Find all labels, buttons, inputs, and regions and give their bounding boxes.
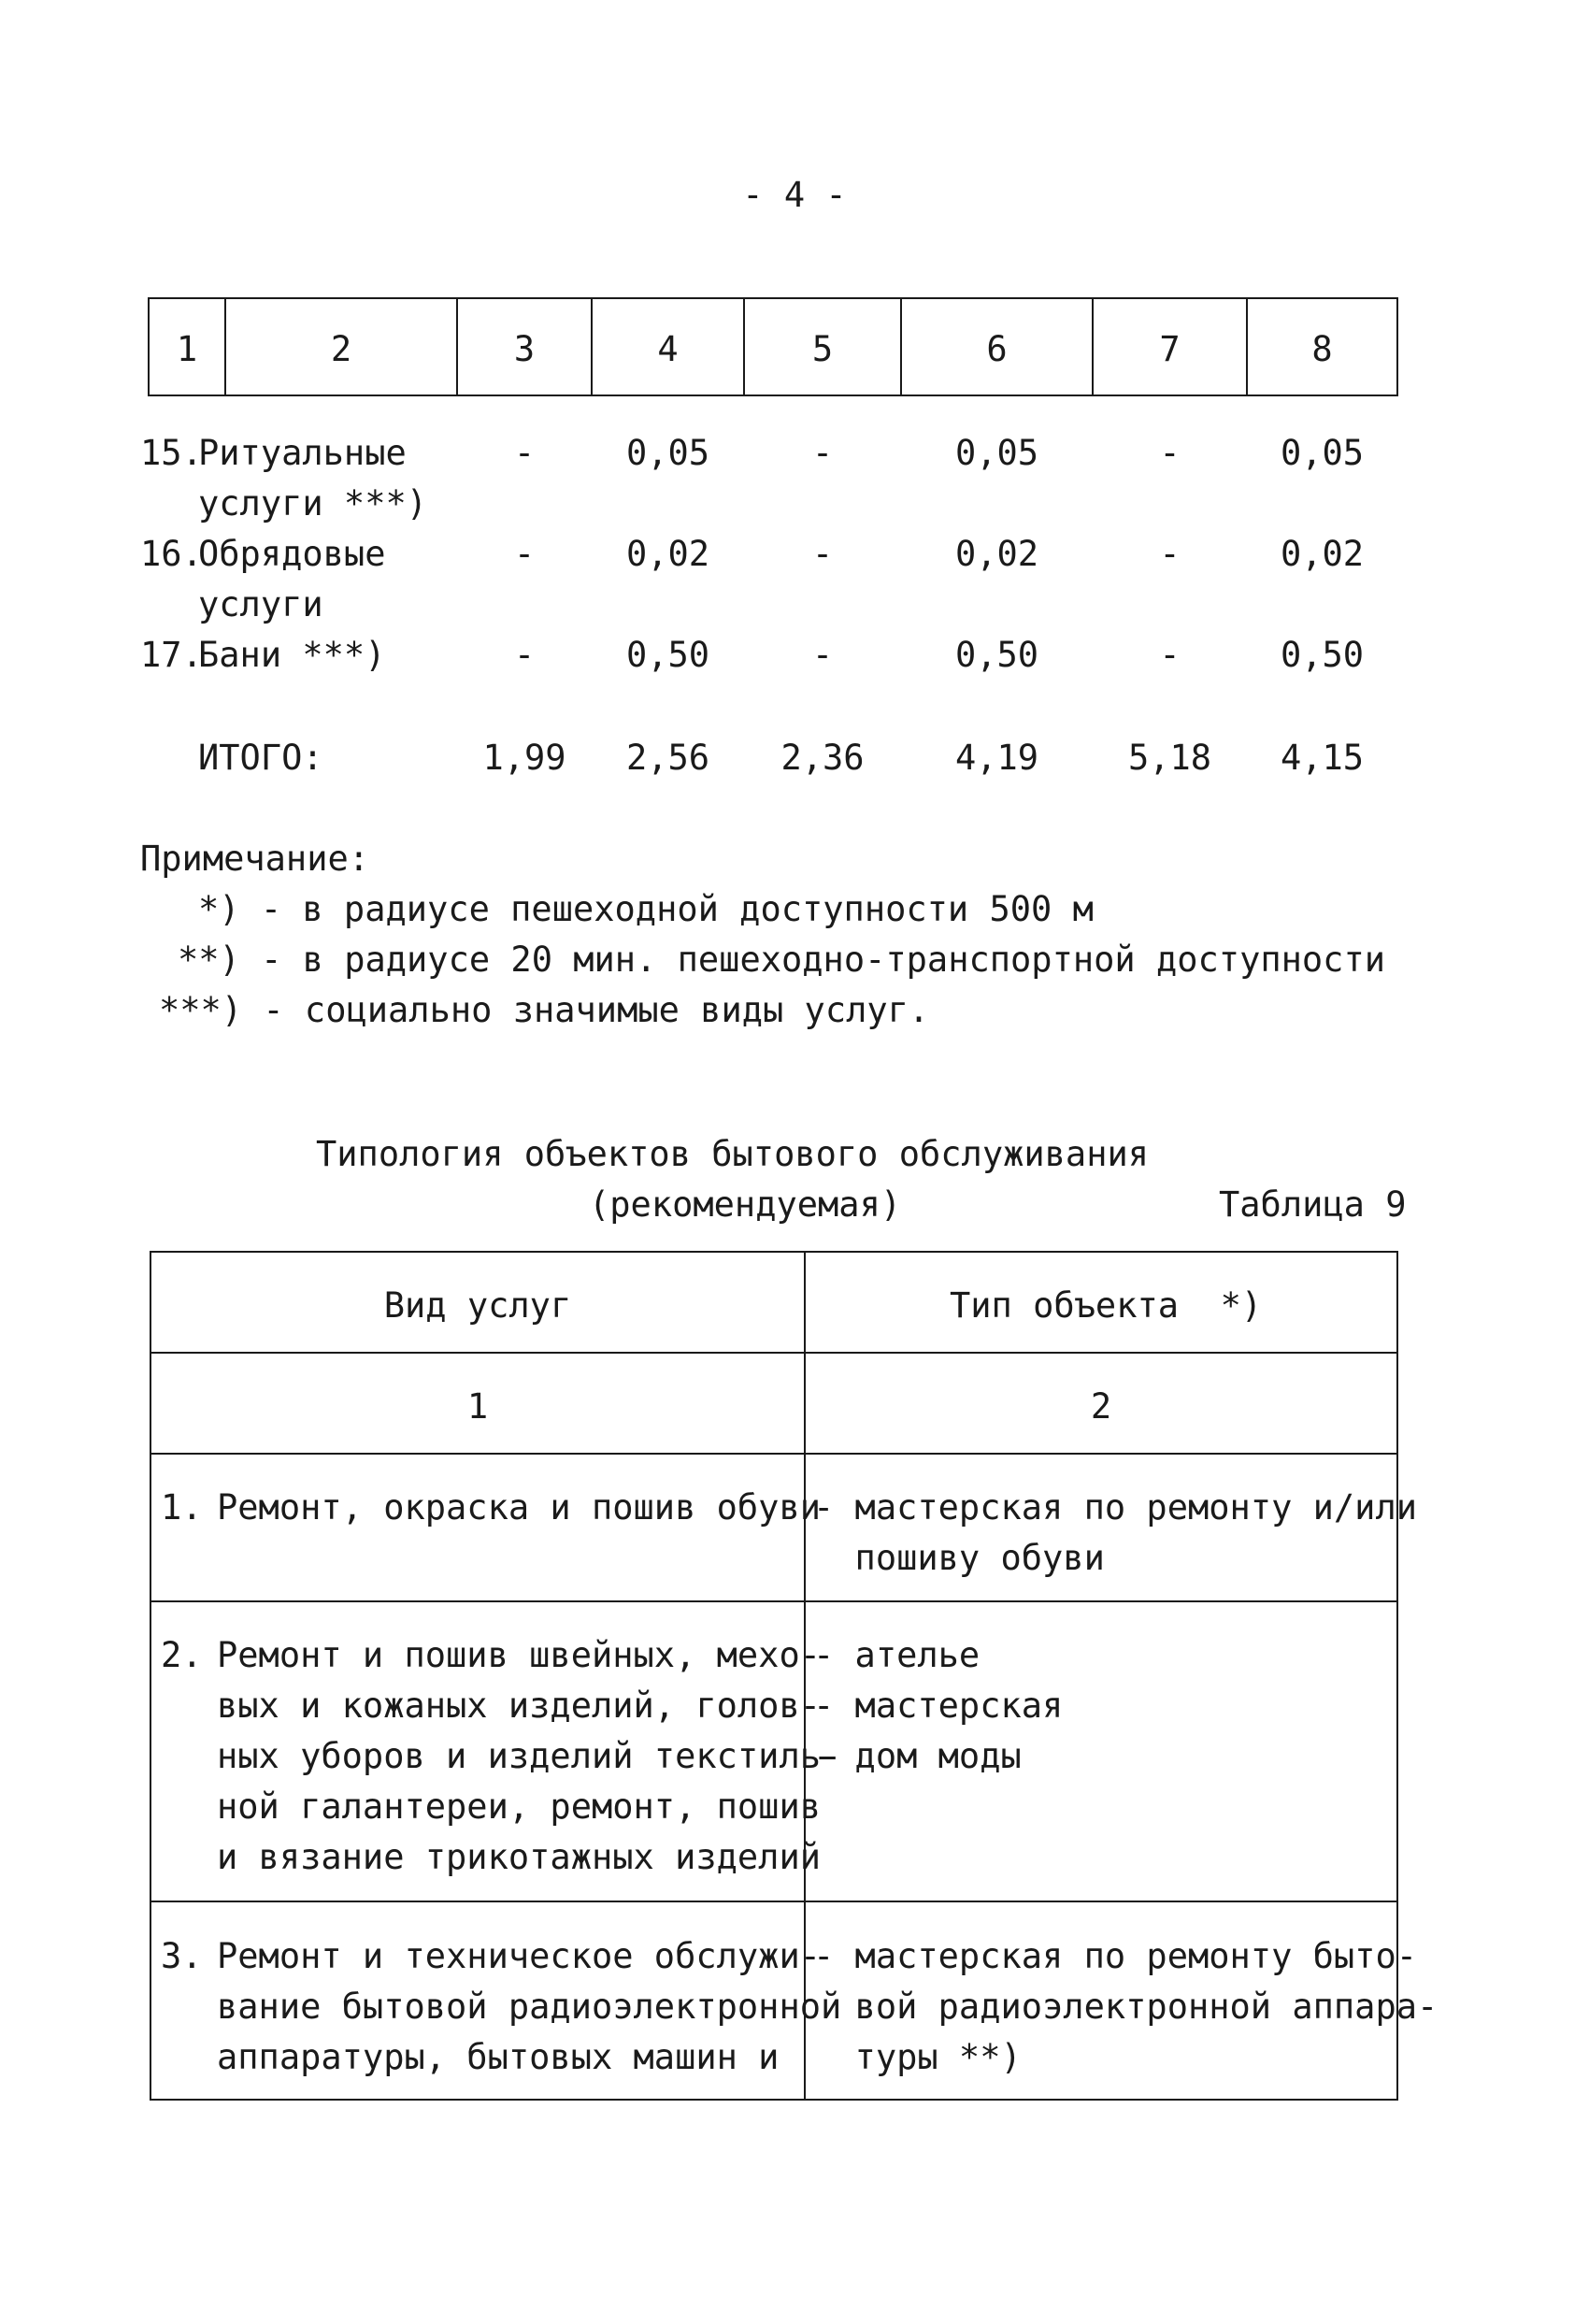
table-9-col-number: 2: [1090, 1386, 1112, 1427]
total-label: ИТОГО:: [198, 738, 323, 778]
row-number: 16.: [140, 534, 203, 574]
object-line: - мастерская: [813, 1686, 1064, 1726]
service-name-line: услуги ***): [198, 483, 428, 524]
object-line: - мастерская по ремонту быто-: [813, 1936, 1418, 1976]
value-cell: 0,50: [954, 635, 1039, 675]
value-cell: -: [513, 635, 536, 675]
row-number: 17.: [140, 635, 203, 675]
service-line: Ремонт и пошив швейных, мехо-: [217, 1635, 822, 1675]
row-number: 1.: [161, 1487, 203, 1528]
value-cell: -: [1159, 433, 1181, 473]
service-name-line: Обрядовые: [198, 534, 386, 574]
row-number: 2.: [161, 1635, 203, 1675]
note-title: Примечание:: [140, 839, 370, 879]
service-line: и вязание трикотажных изделий: [217, 1837, 822, 1877]
value-cell: 0,02: [1280, 534, 1365, 574]
table-8-header-cell: 1: [176, 329, 198, 369]
service-line: Ремонт и техническое обслужи-: [217, 1936, 822, 1976]
service-line: ных уборов и изделий текстиль-: [217, 1736, 842, 1776]
total-value: 2,56: [625, 738, 710, 778]
table-8-header-cell: 2: [330, 329, 352, 369]
table-8-header-cell: 3: [513, 329, 536, 369]
table-9-left-border: [150, 1251, 151, 2101]
table-8-col-divider: [1396, 297, 1398, 396]
table-8-header-top-border: [148, 297, 1396, 299]
service-name-line: Ритуальные: [198, 433, 407, 473]
table-9-title: Типология объектов бытового обслуживания: [316, 1134, 1150, 1174]
table-9-subtitle: (рекомендуемая): [589, 1184, 902, 1225]
row-number: 15.: [140, 433, 203, 473]
total-value: 2,36: [780, 738, 865, 778]
table-9-row-divider: [150, 1352, 1398, 1354]
object-line: - ателье: [813, 1635, 981, 1675]
service-line: аппаратуры, бытовых машин и: [217, 2037, 780, 2077]
table-8-header-cell: 7: [1159, 329, 1181, 369]
note-line: **) - в радиусе 20 мин. пешеходно-транспортной доступности: [178, 940, 1386, 980]
value-cell: 0,02: [625, 534, 710, 574]
note-line: *) - в радиусе пешеходной доступности 500 м: [198, 889, 1094, 929]
service-line: вание бытовой радиоэлектронной: [217, 1987, 842, 2027]
value-cell: 0,50: [1280, 635, 1365, 675]
note-line: ***) - социально значимые виды услуг.: [159, 990, 930, 1030]
object-line: - мастерская по ремонту и/или: [813, 1487, 1418, 1528]
object-line: туры **): [813, 2037, 1022, 2077]
table-9-label: Таблица 9: [1219, 1184, 1407, 1225]
value-cell: -: [811, 635, 834, 675]
value-cell: 0,05: [625, 433, 710, 473]
row-number: 3.: [161, 1936, 203, 1976]
service-line: Ремонт, окраска и пошив обуви: [217, 1487, 822, 1528]
object-line: вой радиоэлектронной аппара-: [813, 1987, 1439, 2027]
service-name-line: услуги: [198, 584, 323, 624]
table-8-header-cell: 5: [811, 329, 834, 369]
table-8-header-cell: 8: [1311, 329, 1333, 369]
total-value: 4,15: [1280, 738, 1365, 778]
table-9-col-header: Вид услуг: [383, 1285, 572, 1326]
value-cell: -: [1159, 534, 1181, 574]
value-cell: 0,50: [625, 635, 710, 675]
value-cell: 0,02: [954, 534, 1039, 574]
service-line: ной галантереи, ремонт, пошив: [217, 1786, 822, 1827]
page-number: - 4 -: [742, 175, 847, 215]
value-cell: -: [513, 534, 536, 574]
table-9-col-number: 1: [466, 1386, 489, 1427]
table-9-row-divider: [150, 1453, 1398, 1455]
table-8-header-cell: 6: [986, 329, 1008, 369]
service-name-line: Бани ***): [198, 635, 386, 675]
table-9-top-border: [150, 1251, 1398, 1253]
value-cell: -: [513, 433, 536, 473]
value-cell: -: [811, 534, 834, 574]
value-cell: -: [811, 433, 834, 473]
table-9-row-divider: [150, 1600, 1398, 1602]
value-cell: 0,05: [1280, 433, 1365, 473]
total-value: 4,19: [954, 738, 1039, 778]
total-value: 5,18: [1127, 738, 1212, 778]
table-9-row-divider: [150, 1901, 1398, 1902]
value-cell: 0,05: [954, 433, 1039, 473]
object-line: пошиву обуви: [813, 1538, 1105, 1578]
service-line: вых и кожаных изделий, голов-: [217, 1686, 822, 1726]
table-8-header-bottom-border: [148, 395, 1396, 396]
object-line: - дом моды: [813, 1736, 1022, 1776]
table-9-col-header: Тип объекта *): [950, 1285, 1263, 1326]
table-9-bottom-border: [150, 2099, 1398, 2101]
total-value: 1,99: [482, 738, 566, 778]
table-8-header-cell: 4: [657, 329, 679, 369]
value-cell: -: [1159, 635, 1181, 675]
